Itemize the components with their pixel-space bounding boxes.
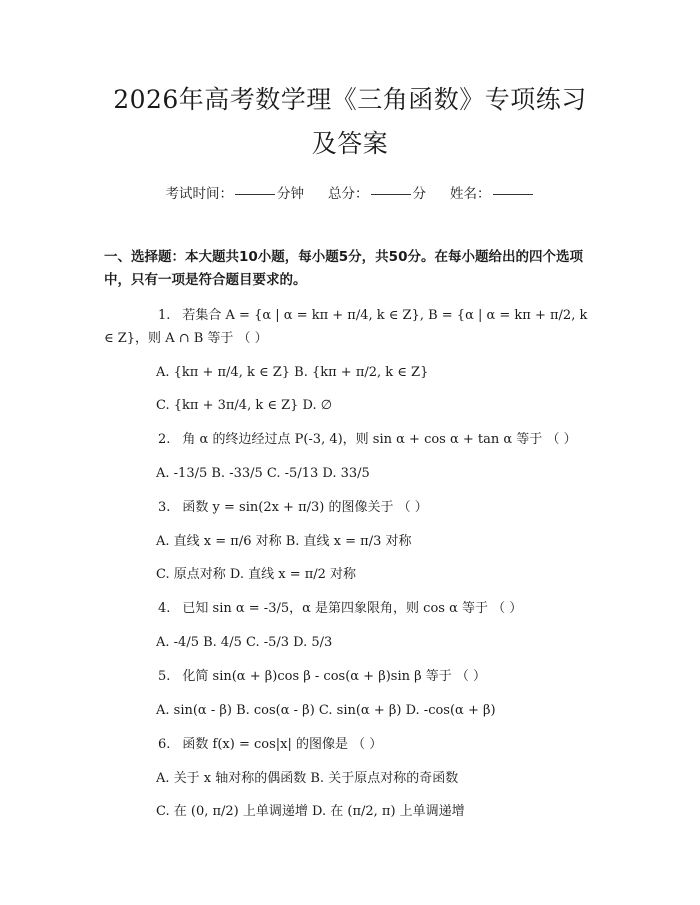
question-5	[104, 665, 596, 721]
exam-time-blank[interactable]	[235, 194, 275, 195]
question-stem	[104, 496, 596, 519]
exam-meta	[104, 184, 596, 204]
question-number: 2.	[158, 432, 171, 447]
question-stem	[104, 428, 596, 451]
student-name-label: 姓名：	[450, 186, 491, 202]
question-stem	[104, 733, 596, 756]
question-options: A. {kπ + π/4, k ∈ Z} B. {kπ + π/2, k ∈ Z}	[156, 365, 429, 380]
exam-time-unit: 分钟	[277, 186, 304, 202]
page-title: 2026年高考数学理《三角函数》专项练习及答案	[113, 85, 587, 158]
question-options: A. sin(α - β) B. cos(α - β) C. sin(α + β) D. -cos(α + β)	[156, 703, 496, 718]
question-stem	[104, 665, 596, 688]
question-3	[104, 496, 596, 585]
question-stem	[104, 304, 596, 350]
question-options: C. 原点对称 D. 直线 x = π/2 对称	[156, 567, 357, 582]
question-number: 3.	[158, 500, 171, 515]
question-options: A. 关于 x 轴对称的偶函数 B. 关于原点对称的奇函数	[156, 771, 459, 786]
question-options: C. {kπ + 3π/4, k ∈ Z} D. ∅	[156, 398, 333, 413]
total-score-label: 总分：	[328, 186, 369, 202]
question-number: 6.	[158, 737, 171, 752]
section-heading: 一、选择题：本大题共10小题，每小题5分，共50分。在每小题给出的四个选项中，只有一项是符合题目要求的。	[104, 249, 583, 288]
question-2	[104, 428, 596, 484]
question-number: 1.	[158, 308, 171, 323]
question-options: A. -13/5 B. -33/5 C. -5/13 D. 33/5	[156, 466, 370, 481]
total-score-unit: 分	[412, 186, 426, 202]
student-name-blank[interactable]	[493, 194, 533, 195]
question-options: A. -4/5 B. 4/5 C. -5/3 D. 5/3	[156, 635, 333, 650]
question-1	[104, 304, 596, 416]
question-4	[104, 597, 596, 653]
question-text: 化简 sin(α + β)cos β - cos(α + β)sin β 等于 （ ）	[182, 669, 487, 684]
question-text: 函数 f(x) = cos|x| 的图像是 （ ）	[182, 737, 383, 752]
student-name	[450, 184, 535, 204]
question-text: 已知 sin α = -3/5，α 是第四象限角，则 cos α 等于 （ ）	[182, 601, 523, 616]
exam-time	[166, 184, 305, 204]
question-number: 5.	[158, 669, 171, 684]
exam-time-label: 考试时间：	[165, 186, 233, 202]
question-options: C. 在 (0, π/2) 上单调递增 D. 在 (π/2, π) 上单调递增	[156, 804, 465, 819]
question-number: 4.	[158, 601, 171, 616]
question-options: A. 直线 x = π/6 对称 B. 直线 x = π/3 对称	[156, 534, 412, 549]
total-score-blank[interactable]	[371, 194, 411, 195]
question-list	[104, 304, 596, 822]
question-text: 若集合 A = {α | α = kπ + π/4, k ∈ Z}, B = {α | α = kπ + π/2, k ∈ Z}，则 A ∩ B 等于 （ ）	[104, 308, 588, 346]
total-score	[328, 184, 426, 204]
question-6	[104, 733, 596, 822]
question-text: 函数 y = sin(2x + π/3) 的图像关于 （ ）	[182, 500, 428, 515]
question-stem	[104, 597, 596, 620]
question-text: 角 α 的终边经过点 P(-3, 4)，则 sin α + cos α + tan α 等于 （ ）	[182, 432, 577, 447]
